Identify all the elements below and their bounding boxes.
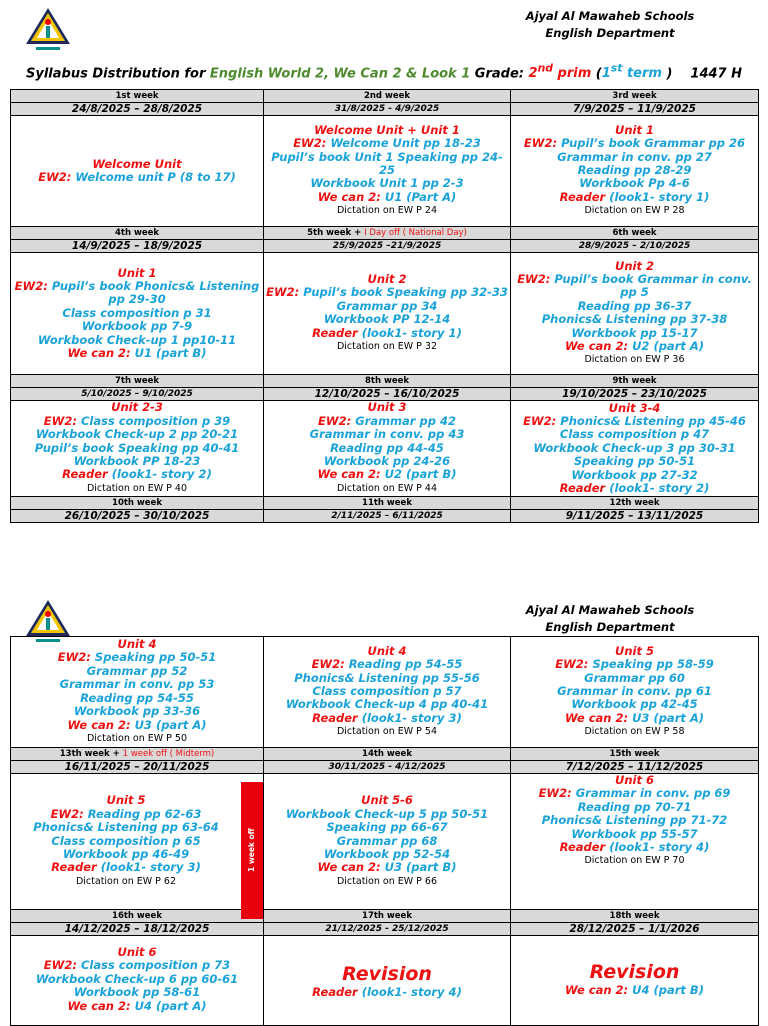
week-dates: 21/12/2025 - 25/12/2025	[264, 923, 511, 936]
lesson-text: U2 (part A)	[628, 339, 705, 354]
revision-title: Revision	[342, 962, 432, 985]
week-dates-row	[11, 923, 759, 936]
week-dates: 31/8/2025 - 4/9/2025	[264, 103, 511, 116]
unit-title: Unit 4	[367, 643, 407, 658]
book-label: Reader	[559, 481, 606, 496]
title-term	[601, 62, 662, 82]
lesson-line: Phonics& Listening pp 63-64	[33, 820, 219, 835]
book-label: EW2:	[517, 271, 551, 286]
week-label	[11, 748, 264, 761]
week-dates: 25/9/2025 –21/9/2025	[264, 240, 511, 253]
book-label: We can 2:	[565, 983, 629, 997]
book-label: EW2:	[538, 786, 572, 801]
dictation-note: Dictation on EW P 50	[86, 732, 188, 744]
week-plan-cell	[511, 116, 759, 227]
lesson-line: Workbook Check-up 3 pp 30-31	[533, 440, 736, 455]
lesson-line: Phonics& Listening pp 71-72	[541, 813, 728, 828]
title-books: English World 2, We Can 2 & Look 1	[209, 66, 471, 82]
lesson-text: U1 (Part A)	[380, 189, 457, 204]
lesson-line	[11, 171, 263, 184]
book-label: We can 2:	[564, 339, 629, 354]
book-label: We can 2:	[317, 467, 381, 482]
department-name: English Department	[545, 26, 675, 40]
unit-title: Unit 4	[117, 637, 157, 652]
term-suffix: st	[610, 62, 623, 75]
lesson-line	[511, 658, 758, 671]
lesson-line: Grammar in conv. pp 43	[309, 427, 465, 442]
school-heading	[480, 8, 740, 42]
content-row	[11, 116, 759, 227]
week-dates: 7/9/2025 – 11/9/2025	[511, 103, 759, 116]
lesson-line: Class composition p 57	[312, 684, 462, 698]
lesson-line	[264, 327, 510, 340]
lesson-line: Phonics& Listening pp 37-38	[541, 312, 728, 327]
content-row	[11, 637, 759, 748]
lesson-line	[11, 415, 263, 428]
week-plan-cell	[11, 936, 264, 1026]
lesson-text: Speaking pp 58-59	[588, 657, 714, 672]
lesson-line: Grammar pp 68	[336, 833, 438, 848]
syllabus-table-2	[10, 636, 759, 1026]
lesson-line	[11, 719, 263, 732]
lesson-line	[511, 191, 758, 204]
book-label: EW2:	[523, 413, 557, 428]
book-label: EW2:	[318, 413, 352, 428]
lesson-line	[511, 137, 758, 150]
week-label-text: 5th week +	[307, 227, 365, 238]
dictation-note: Dictation on EW P 54	[336, 726, 438, 738]
lesson-line: Workbook Check-up 2 pp 20-21	[35, 427, 239, 442]
lesson-text: U4 (part B)	[628, 983, 704, 997]
lesson-line	[11, 1000, 263, 1013]
lesson-text: Speaking pp 50-51	[90, 650, 217, 665]
lesson-line	[511, 482, 758, 495]
unit-title: Unit 2-3	[111, 400, 163, 415]
lesson-line: Workbook pp 24-26	[323, 453, 451, 468]
book-label: EW2:	[293, 136, 327, 151]
lesson-line: Pupil’s book Speaking pp 40-41	[34, 440, 240, 455]
unit-title: Unit 5	[106, 793, 146, 808]
lesson-line	[511, 984, 758, 997]
content-row	[11, 253, 759, 375]
week-dates: 9/11/2025 – 13/11/2025	[511, 510, 759, 523]
book-label: Reader	[559, 189, 606, 204]
lesson-text: (look1- story 4)	[357, 984, 462, 999]
book-label: EW2:	[50, 806, 84, 821]
lesson-line: Workbook pp 46-49	[62, 846, 190, 861]
book-label: EW2:	[43, 958, 77, 973]
content-row	[11, 401, 759, 497]
lesson-line	[264, 286, 510, 299]
week-label	[511, 227, 759, 240]
lesson-line: Workbook Check-up 5 pp 50-51	[285, 806, 489, 821]
book-label: EW2:	[43, 413, 77, 428]
lesson-line	[511, 841, 758, 854]
week-plan-cell	[511, 637, 759, 748]
lesson-line	[11, 861, 241, 874]
week-dates: 30/11/2025 - 4/12/2025	[264, 761, 511, 774]
week-label	[11, 227, 264, 240]
lesson-text: Grammar pp 42	[351, 413, 456, 428]
book-label: EW2:	[555, 657, 589, 672]
book-label: We can 2:	[67, 998, 131, 1013]
lesson-line	[511, 340, 758, 353]
week-label: 18th week	[511, 910, 759, 923]
unit-title: Unit 5	[615, 643, 654, 658]
lesson-line: Workbook pp 7-9	[81, 319, 193, 334]
book-label: EW2:	[57, 650, 91, 665]
term-close: )	[661, 66, 673, 82]
department-name: English Department	[545, 620, 675, 634]
week-dates: 19/10/2025 – 23/10/2025	[511, 388, 759, 401]
term-number: 1	[601, 66, 611, 82]
lesson-line	[511, 273, 758, 300]
lesson-line: Workbook pp 58-61	[73, 985, 201, 1000]
week-plan-cell	[11, 401, 264, 497]
week-plan-cell	[264, 401, 511, 497]
dictation-note: Dictation on EW P 44	[336, 482, 438, 494]
lesson-line: Speaking pp 50-51	[573, 454, 696, 469]
dictation-note: Dictation on EW P 32	[336, 341, 438, 353]
book-label: Reader	[312, 710, 358, 725]
lesson-text: U3 (part A)	[628, 710, 705, 725]
title-prefix: Syllabus Distribution for	[26, 66, 210, 82]
week-dates-row	[11, 510, 759, 523]
lesson-line: Reading pp 44-45	[330, 440, 444, 455]
week-label-text: 13th week +	[59, 748, 123, 759]
school-name: Ajyal Al Mawaheb Schools	[525, 9, 695, 23]
week-dates: 5/10/2025 – 9/10/2025	[11, 388, 264, 401]
lesson-line: Workbook pp 52-54	[323, 846, 451, 861]
week-plan-cell	[11, 637, 264, 748]
week-label: 3rd week	[511, 90, 759, 103]
week-label-text: 4th week	[114, 227, 160, 238]
week-dates-row	[11, 388, 759, 401]
title-grade-label: Grade:	[470, 66, 529, 82]
lesson-line	[11, 280, 263, 307]
lesson-line: Workbook Pp 4-6	[579, 176, 690, 191]
lesson-line: Grammar in conv. pp 27	[557, 149, 712, 164]
book-label: Reader	[559, 840, 606, 855]
dictation-note: Dictation on EW P 62	[75, 875, 177, 887]
week-dates: 16/11/2025 – 20/11/2025	[11, 761, 264, 774]
lesson-line: Class composition p 65	[51, 833, 201, 848]
lesson-line: Workbook pp 27-32	[571, 467, 698, 482]
lesson-text: U1 (part B)	[130, 346, 207, 361]
unit-title: Unit 1	[615, 122, 654, 137]
revision-title: Revision	[589, 961, 680, 983]
lesson-text: (look1- story 3)	[96, 860, 201, 875]
lesson-line: Reading pp 54-55	[80, 690, 194, 705]
lesson-line: Grammar pp 60	[584, 670, 685, 685]
syllabus-table-1	[10, 89, 759, 523]
book-label: Reader	[51, 860, 97, 875]
week-label: 9th week	[511, 375, 759, 388]
lesson-line	[264, 415, 510, 428]
lesson-line: Workbook Check-up 1 pp10-11	[37, 332, 237, 347]
term-open: (	[591, 66, 602, 82]
week-label-text: 14th week	[362, 748, 412, 759]
content-row	[11, 774, 759, 910]
week-plan-cell	[264, 936, 511, 1026]
week-dates: 28/9/2025 – 2/10/2025	[511, 240, 759, 253]
lesson-text: U3 (part A)	[130, 717, 207, 732]
week-plan-cell	[11, 774, 264, 910]
lesson-text: (look1- story 2)	[107, 467, 212, 482]
lesson-text: Reading pp 54-55	[344, 657, 463, 672]
lesson-text: Grammar in conv. pp 69	[571, 786, 731, 801]
unit-title: Welcome Unit	[92, 156, 182, 171]
book-label: We can 2:	[67, 346, 131, 361]
lesson-line: Workbook Check-up 4 pp 40-41	[285, 697, 489, 712]
week-note: 1 week off ( Midterm)	[122, 748, 215, 759]
dictation-note: Dictation on EW P 36	[584, 354, 685, 366]
week-label	[511, 748, 759, 761]
week-label: 12th week	[511, 497, 759, 510]
week-dates: 26/10/2025 – 30/10/2025	[11, 510, 264, 523]
lesson-line	[264, 191, 510, 204]
week-label	[264, 748, 511, 761]
week-label: 8th week	[264, 375, 511, 388]
unit-title: Unit 5-6	[361, 793, 413, 808]
lesson-text: U4 (part A)	[130, 998, 207, 1013]
page-title	[0, 62, 768, 81]
week-dates: 7/12/2025 – 11/12/2025	[511, 761, 759, 774]
week-plan-cell	[511, 401, 759, 497]
dictation-note: Dictation on EW P 28	[584, 205, 685, 217]
unit-title: Unit 1	[117, 265, 157, 280]
grade-suffix: nd	[537, 62, 554, 75]
school-logo	[24, 6, 72, 54]
book-label: We can 2:	[67, 717, 131, 732]
week-dates: 12/10/2025 – 16/10/2025	[264, 388, 511, 401]
lesson-line	[11, 347, 263, 360]
grade-number: 2	[528, 66, 538, 82]
week-dates: 24/8/2025 – 28/8/2025	[11, 103, 264, 116]
lesson-line	[264, 137, 510, 150]
week-plan-cell	[264, 637, 511, 748]
week-plan-cell	[511, 774, 759, 910]
lesson-text: Pupil’s book Grammar in conv. pp 5	[550, 271, 752, 300]
lesson-line	[511, 787, 758, 800]
lesson-line: Workbook pp 33-36	[73, 704, 201, 719]
week-dates: 2/11/2025 – 6/11/2025	[264, 510, 511, 523]
lesson-text: (look1- story 1)	[605, 189, 710, 204]
lesson-line: Grammar in conv. pp 53	[59, 677, 215, 692]
week-dates: 28/12/2025 – 1/1/2026	[511, 923, 759, 936]
week-dates-row	[11, 240, 759, 253]
lesson-line: Reading pp 70-71	[577, 799, 692, 814]
week-dates-row	[11, 103, 759, 116]
lesson-line: Workbook pp 55-57	[571, 826, 698, 841]
week-header-row	[11, 227, 759, 240]
lesson-line	[11, 959, 263, 972]
lesson-line	[511, 415, 758, 428]
lesson-line: Workbook PP 18-23	[73, 453, 201, 468]
lesson-line: Workbook Check-up 6 pp 60-61	[35, 971, 239, 986]
grade-word: prim	[553, 66, 592, 82]
week-label: 7th week	[11, 375, 264, 388]
lesson-text: Pupil’s book Grammar pp 26	[557, 136, 746, 151]
book-label: Reader	[62, 467, 108, 482]
week-label: 11th week	[264, 497, 511, 510]
book-label: EW2:	[523, 136, 558, 151]
lesson-line	[264, 712, 510, 725]
lesson-text: Class composition p 39	[76, 413, 231, 428]
unit-title: Unit 6	[615, 773, 654, 787]
lesson-line: Workbook Unit 1 pp 2-3	[310, 176, 464, 191]
lesson-line: Speaking pp 66-67	[326, 820, 448, 835]
lesson-line: Grammar in conv. pp 61	[557, 684, 712, 698]
lesson-text: (look1- story 2)	[605, 481, 710, 496]
lesson-text: Welcome Unit pp 18-23	[326, 136, 481, 151]
week-header-row	[11, 748, 759, 761]
week-plan-cell	[511, 253, 759, 375]
book-label: Reader	[312, 984, 358, 999]
school-name: Ajyal Al Mawaheb Schools	[525, 603, 695, 617]
week-label-text: 6th week	[612, 227, 657, 238]
content-row	[11, 936, 759, 1026]
week-label: 2nd week	[264, 90, 511, 103]
book-label: EW2:	[14, 278, 48, 293]
week-label: 16th week	[11, 910, 264, 923]
week-label: 10th week	[11, 497, 264, 510]
book-label: We can 2:	[317, 189, 381, 204]
week-header-row	[11, 375, 759, 388]
lesson-line: Grammar pp 52	[86, 663, 188, 678]
lesson-line	[511, 712, 758, 725]
unit-title: Unit 3-4	[608, 400, 661, 415]
week-plan-cell	[264, 116, 511, 227]
book-label: EW2:	[311, 657, 345, 672]
lesson-line: Class composition p 31	[62, 305, 212, 320]
lesson-line	[11, 808, 241, 821]
term-word: term	[622, 66, 662, 82]
lesson-line	[11, 468, 263, 481]
lesson-line	[264, 658, 510, 671]
book-label: Reader	[312, 325, 358, 340]
unit-title: Unit 2	[615, 258, 654, 273]
title-grade	[528, 62, 592, 82]
lesson-text: (look1- story 3)	[357, 710, 462, 725]
lesson-line	[264, 861, 510, 874]
week-dates: 14/12/2025 – 18/12/2025	[11, 923, 264, 936]
week-label: 1st week	[11, 90, 264, 103]
unit-title: Unit 6	[117, 945, 157, 959]
week-off-bar: 1 week off	[241, 782, 263, 919]
week-plan-cell	[264, 253, 511, 375]
lesson-text: (look1- story 4)	[605, 840, 710, 855]
title-year: 1447 H	[690, 66, 742, 82]
lesson-text: Class composition p 73	[76, 958, 231, 973]
unit-title: Unit 2	[367, 271, 407, 286]
lesson-line: Phonics& Listening pp 55-56	[294, 670, 480, 685]
lesson-text: Pupil’s book Speaking pp 32-33	[299, 285, 508, 300]
lesson-line	[11, 651, 263, 664]
book-label: We can 2:	[564, 710, 629, 725]
book-label: EW2:	[266, 285, 300, 300]
lesson-line: Grammar pp 34	[336, 298, 438, 313]
book-label: We can 2:	[317, 860, 381, 875]
lesson-line: Pupil’s book Unit 1 Speaking pp 24-25	[271, 149, 503, 177]
lesson-text: U2 (part B)	[380, 467, 457, 482]
lesson-text: Welcome unit P (8 to 17)	[71, 170, 236, 184]
dictation-note: Dictation on EW P 70	[584, 855, 685, 867]
week-dates: 14/9/2025 – 18/9/2025	[11, 240, 264, 253]
lesson-text: (look1- story 1)	[357, 325, 462, 340]
week-label-text: 15th week	[609, 748, 660, 759]
lesson-line: Reading pp 36-37	[577, 298, 692, 313]
week-note: I Day off ( National Day)	[364, 227, 467, 238]
dictation-note: Dictation on EW P 24	[336, 205, 438, 217]
book-label: EW2:	[38, 170, 72, 184]
dictation-note: Dictation on EW P 58	[584, 726, 685, 738]
unit-title: Unit 3	[367, 400, 407, 415]
lesson-line	[264, 986, 510, 999]
lesson-text: U3 (part B)	[380, 860, 457, 875]
school-heading	[480, 602, 740, 636]
lesson-line: Class composition p 47	[559, 427, 710, 442]
lesson-text: Pupil’s book Phonics& Listening pp 29-30	[47, 278, 260, 307]
week-header-row	[11, 497, 759, 510]
lesson-line: Workbook pp 42-45	[571, 697, 698, 712]
week-header-row	[11, 90, 759, 103]
week-label: 17th week	[264, 910, 511, 923]
lesson-line: Reading pp 28-29	[577, 163, 692, 177]
dictation-note: Dictation on EW P 66	[336, 875, 438, 887]
week-plan-cell	[511, 936, 759, 1026]
week-plan-cell	[11, 116, 264, 227]
lesson-text: Reading pp 62-63	[83, 806, 202, 821]
week-header-row	[11, 910, 759, 923]
week-dates-row	[11, 761, 759, 774]
lesson-text: Phonics& Listening pp 45-46	[556, 413, 746, 428]
week-plan-cell	[11, 253, 264, 375]
lesson-line	[264, 468, 510, 481]
lesson-line: Workbook PP 12-14	[323, 312, 451, 327]
week-label	[264, 227, 511, 240]
lesson-line: Workbook pp 15-17	[571, 325, 698, 340]
dictation-note: Dictation on EW P 40	[86, 482, 188, 494]
week-plan-cell	[264, 774, 511, 910]
unit-title: Welcome Unit + Unit 1	[314, 122, 460, 137]
